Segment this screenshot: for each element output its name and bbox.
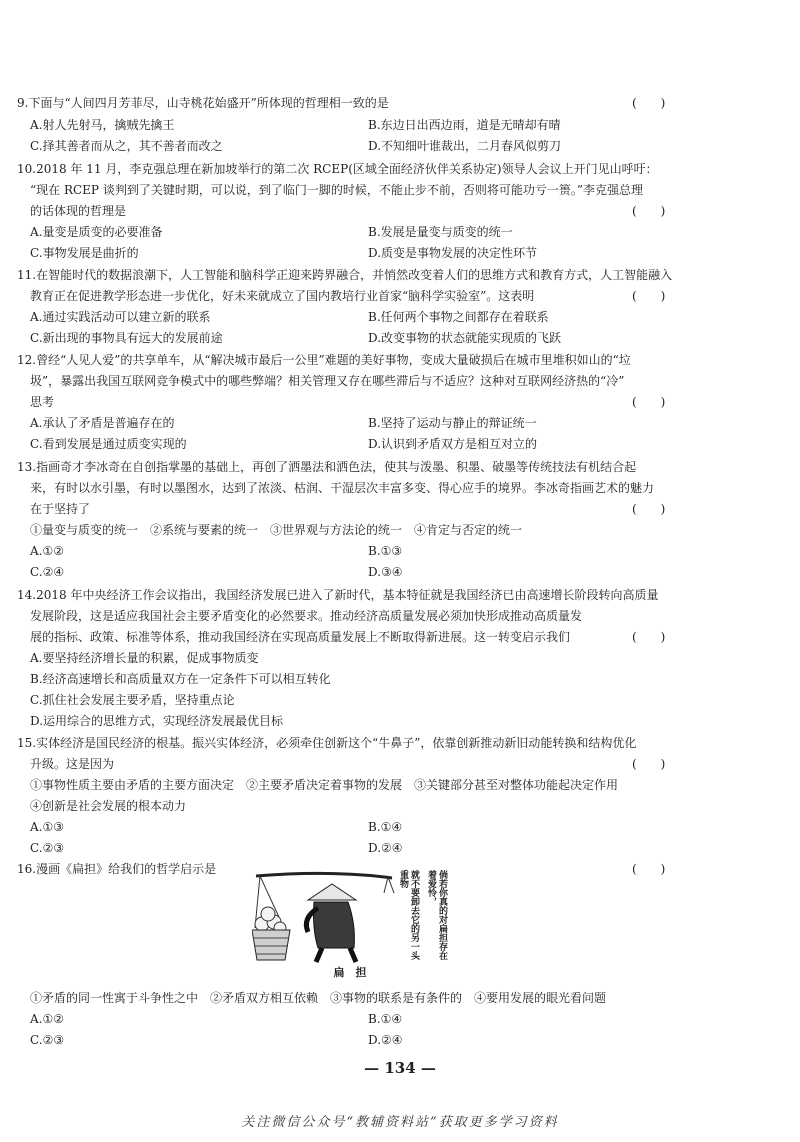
q11-answer-bracket: ( ) [632, 289, 666, 303]
q15-stem-line1: 15.实体经济是国民经济的根基。振兴实体经济，必须牵住创新这个“牛鼻子”，依靠创新推动新旧动能转换和结构优化 [17, 736, 637, 750]
q10-answer-bracket: ( ) [632, 204, 666, 218]
shoulder-pole-cartoon [252, 868, 452, 964]
q12-option-b: B.坚持了运动与静止的辩证统一 [368, 416, 537, 430]
q9-stem: 9.下面与“人间四月芳菲尽，山寺桃花始盛开”所体现的哲理相一致的是 [17, 96, 389, 110]
page-number: — 134 — [364, 1059, 436, 1077]
q10-stem-line3: 的话体现的哲理是 [30, 204, 127, 218]
q13-stem-line2: 来，有时以水引墨，有时以墨图水，达到了浓淡、枯润、干湿层次丰富多变、得心应手的境界。李冰奇指画艺术的魅力 [30, 481, 655, 495]
q11-stem-line2: 教育正在促进教学形态进一步优化，好未来就成立了国内教培行业首家“脑科学实验室”。这表明 [30, 289, 535, 303]
q9-option-d: D.不知细叶谁裁出，二月春风似剪刀 [368, 139, 562, 153]
q9-option-b: B.东边日出西边雨，道是无晴却有晴 [368, 118, 561, 132]
q14-option-d: D.运用综合的思维方式，实现经济发展最优目标 [30, 714, 284, 728]
q12-option-a: A.承认了矛盾是普遍存在的 [30, 416, 175, 430]
q11-option-d: D.改变事物的状态就能实现质的飞跃 [368, 331, 562, 345]
q12-answer-bracket: ( ) [632, 395, 666, 409]
q11-option-c: C.新出现的事物具有远大的发展前途 [30, 331, 223, 345]
q13-statements: ①量变与质变的统一 ②系统与要素的统一 ③世界观与方法论的统一 ④肯定与否定的统一 [30, 523, 523, 537]
q13-option-a: A.①② [30, 544, 64, 558]
q14-stem-line2: 发展阶段，这是适应我国社会主要矛盾变化的必然要求。推动经济高质量发展必须加快形成推动高质量发 [30, 609, 583, 623]
q13-stem-line1: 13.指画奇才李冰奇在自创指掌墨的基础上，再创了洒墨法和洒色法，使其与泼墨、积墨、破墨等传统技法有机结合起 [17, 460, 637, 474]
q11-stem-line1: 11.在智能时代的数据浪潮下，人工智能和脑科学正迎来跨界融合，并悄然改变着人们的思维方式和教育方式，人工智能融入 [17, 268, 673, 282]
q12-option-d: D.认识到矛盾双方是相互对立的 [368, 437, 538, 451]
q9-answer-bracket: ( ) [632, 96, 666, 110]
q14-option-a: A.要坚持经济增长量的积累，促成事物质变 [30, 651, 259, 665]
q14-answer-bracket: ( ) [632, 630, 666, 644]
q12-stem-line1: 12.曾经“人见人爱”的共享单车，从“解决城市最后一公里”难题的美好事物，变成大量破损后在城市里堆积如山的“垃 [17, 353, 631, 367]
cartoon-caption: 扁 担 [333, 966, 367, 979]
q12-stem-line2: 圾”，暴露出我国互联网竞争模式中的哪些弊端？相关管理又存在哪些滞后与不适应？这种对互联网经济热的“冷” [30, 374, 625, 388]
q15-answer-bracket: ( ) [632, 757, 666, 771]
cartoon-text-right: 倘若你真的对扁担存在着爱怜， [426, 870, 447, 960]
q10-option-c: C.事物发展是曲折的 [30, 246, 139, 260]
q13-option-b: B.①③ [368, 544, 403, 558]
q10-option-b: B.发展是量变与质变的统一 [368, 225, 513, 239]
q12-stem-line3: 思考 [30, 395, 55, 409]
q11-option-a: A.通过实践活动可以建立新的联系 [30, 310, 211, 324]
q16-option-b: B.①④ [368, 1012, 403, 1026]
q10-option-d: D.质变是事物发展的决定性环节 [368, 246, 538, 260]
q14-stem-line3: 展的指标、政策、标准等体系，推动我国经济在实现高质量发展上不断取得新进展。这一转变启示我们 [30, 630, 571, 644]
q16-stem: 16.漫画《扁担》给我们的哲学启示是 [17, 862, 217, 876]
q15-statements-line1: ①事物性质主要由矛盾的主要方面决定 ②主要矛盾决定着事物的发展 ③关键部分甚至对整体功能起决定作用 [30, 778, 619, 792]
q9-option-c: C.择其善者而从之，其不善者而改之 [30, 139, 223, 153]
q14-option-b: B.经济高速增长和高质量双方在一定条件下可以相互转化 [30, 672, 331, 686]
footer-note: 关注微信公众号“教辅资料站”获取更多学习资料 [241, 1115, 559, 1130]
q16-statements: ①矛盾的同一性寓于斗争性之中 ②矛盾双方相互依赖 ③事物的联系是有条件的 ④要用发展的眼光看问题 [30, 991, 607, 1005]
q15-option-a: A.①③ [30, 820, 64, 834]
q15-option-d: D.②④ [368, 841, 403, 855]
q10-stem-line1: 10.2018 年 11 月，李克强总理在新加坡举行的第二次 RCEP(区域全面经济伙伴关系协定)领导人会议上开门见山呼吁： [17, 162, 658, 176]
q16-answer-bracket: ( ) [632, 862, 666, 876]
q16-option-a: A.①② [30, 1012, 64, 1026]
q14-stem-line1: 14.2018 年中央经济工作会议指出，我国经济发展已进入了新时代，基本特征就是我国经济已由高速增长阶段转向高质量 [17, 588, 659, 602]
q15-option-c: C.②③ [30, 841, 65, 855]
q15-option-b: B.①④ [368, 820, 403, 834]
q15-stem-line2: 升级。这是因为 [30, 757, 115, 771]
cartoon-text-middle: 就不要卸去它的另一头重物 [398, 870, 419, 960]
q14-option-c: C.抓住社会发展主要矛盾，坚持重点论 [30, 693, 235, 707]
q10-option-a: A.量变是质变的必要准备 [30, 225, 163, 239]
q16-option-d: D.②④ [368, 1033, 403, 1047]
q15-statements-line2: ④创新是社会发展的根本动力 [30, 799, 187, 813]
q13-answer-bracket: ( ) [632, 502, 666, 516]
q11-option-b: B.任何两个事物之间都存在着联系 [368, 310, 549, 324]
q16-option-c: C.②③ [30, 1033, 65, 1047]
q10-stem-line2: “现在 RCEP 谈判到了关键时期，可以说，到了临门一脚的时候，不能止步不前，否则将可能功亏一篑。”李克强总理 [30, 183, 643, 197]
q13-option-c: C.②④ [30, 565, 65, 579]
q13-stem-line3: 在于坚持了 [30, 502, 91, 516]
q12-option-c: C.看到发展是通过质变实现的 [30, 437, 187, 451]
q13-option-d: D.③④ [368, 565, 403, 579]
q9-option-a: A.射人先射马，擒贼先擒王 [30, 118, 175, 132]
